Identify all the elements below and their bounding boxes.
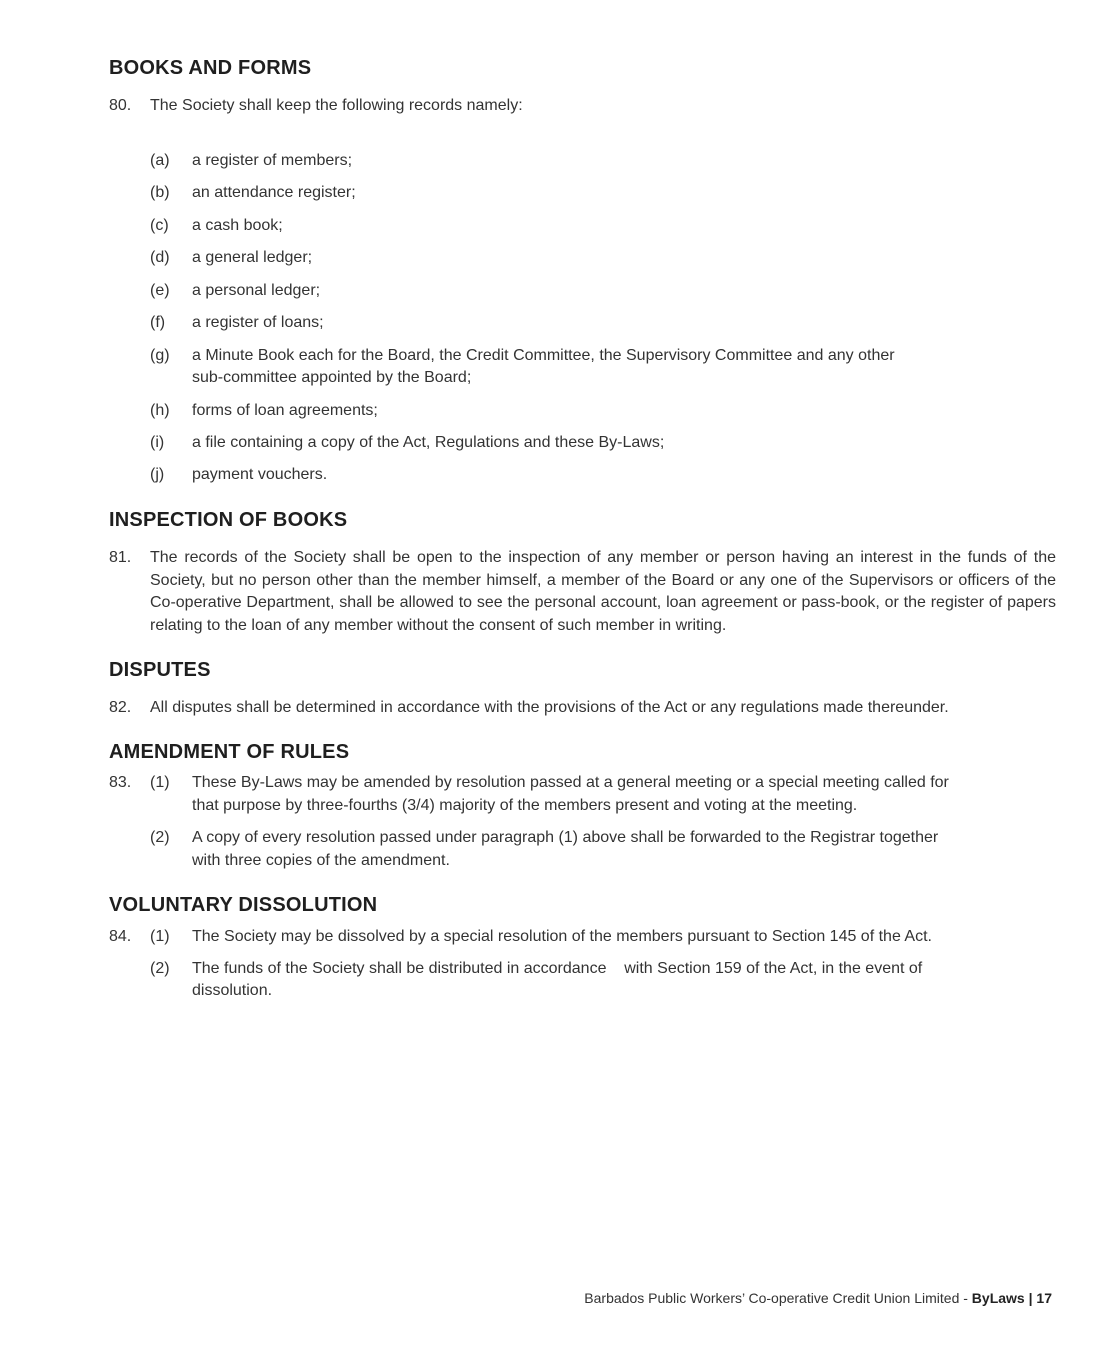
footer-document-name: ByLaws — [971, 1290, 1025, 1306]
list-item-label: (b) — [150, 184, 170, 201]
list-item-label: (i) — [150, 434, 165, 451]
clause-number: 82. — [109, 699, 132, 716]
footer-organization: Barbados Public Workers’ Co-operative Credit Union Limited - — [584, 1290, 972, 1306]
list-item-label: (e) — [150, 282, 170, 299]
list-item-text-continued: with three copies of the amendment. — [192, 852, 450, 869]
clause-number: 83. — [109, 774, 132, 791]
list-item-label: (2) — [150, 960, 170, 977]
list-item-text: payment vouchers. — [192, 466, 328, 483]
list-item-text: A copy of every resolution passed under paragraph (1) above shall be forwarded to the Registrar together — [192, 829, 939, 846]
list-item-label: (h) — [150, 402, 170, 419]
list-item-label: (2) — [150, 829, 170, 846]
list-item-label: (g) — [150, 347, 170, 364]
list-item-text: These By-Laws may be amended by resolution passed at a general meeting or a special meeting called for — [192, 774, 949, 791]
list-item-text: a general ledger; — [192, 249, 313, 266]
list-item-label: (c) — [150, 217, 169, 234]
list-item-label: (f) — [150, 314, 166, 331]
section-heading-amendment-of-rules: AMENDMENT OF RULES — [109, 741, 350, 763]
list-item-text: a personal ledger; — [192, 282, 321, 299]
list-item-text-continued: dissolution. — [192, 982, 273, 999]
section-heading-inspection-of-books: INSPECTION OF BOOKS — [109, 509, 348, 531]
list-item-text-continued: sub-committee appointed by the Board; — [192, 369, 472, 386]
list-item-text-continued: that purpose by three-fourths (3/4) majority of the members present and voting at the meeting. — [192, 797, 858, 814]
clause-intro: The Society shall keep the following records namely: — [150, 97, 523, 114]
list-item-text: forms of loan agreements; — [192, 402, 378, 419]
section-heading-disputes: DISPUTES — [109, 659, 211, 681]
list-item-text: The funds of the Society shall be distributed in accordance with Section 159 of the Act, in the event of — [192, 960, 923, 977]
section-heading-books-and-forms: BOOKS AND FORMS — [109, 57, 312, 79]
list-item-label: (j) — [150, 466, 165, 483]
list-item-text: a cash book; — [192, 217, 283, 234]
page-footer — [584, 1290, 1052, 1306]
clause-number: 80. — [109, 97, 132, 114]
section-heading-voluntary-dissolution: VOLUNTARY DISSOLUTION — [109, 894, 378, 916]
list-item-text: The Society may be dissolved by a special resolution of the members pursuant to Section 145 of the Act. — [192, 928, 932, 945]
page-number: 17 — [1036, 1290, 1052, 1306]
list-item-label: (1) — [150, 928, 170, 945]
list-item-text: a file containing a copy of the Act, Regulations and these By-Laws; — [192, 434, 665, 451]
clause-paragraph: The records of the Society shall be open to the inspection of any member or person having an interest in the funds of the Society, but no person other than the member himself, a member of the Board or any one of the Supervisors or officers of the Co-operative Department, shall be allowed to see the personal account, loan agreement or pass-book, or the register of papers relating to the loan of any member without the consent of such member in writing. — [150, 549, 1056, 634]
clause-paragraph: All disputes shall be determined in accordance with the provisions of the Act or any regulations made thereunder. — [150, 699, 949, 716]
list-item-text: an attendance register; — [192, 184, 356, 201]
list-item-label: (a) — [150, 152, 170, 169]
list-item-text: a register of loans; — [192, 314, 324, 331]
list-item-label: (1) — [150, 774, 170, 791]
footer-separator: | — [1024, 1290, 1037, 1306]
list-item-text: a register of members; — [192, 152, 353, 169]
clause-number: 84. — [109, 928, 132, 945]
list-item-label: (d) — [150, 249, 170, 266]
clause-number: 81. — [109, 549, 132, 566]
list-item-text: a Minute Book each for the Board, the Credit Committee, the Supervisory Committee and any other — [192, 347, 895, 364]
